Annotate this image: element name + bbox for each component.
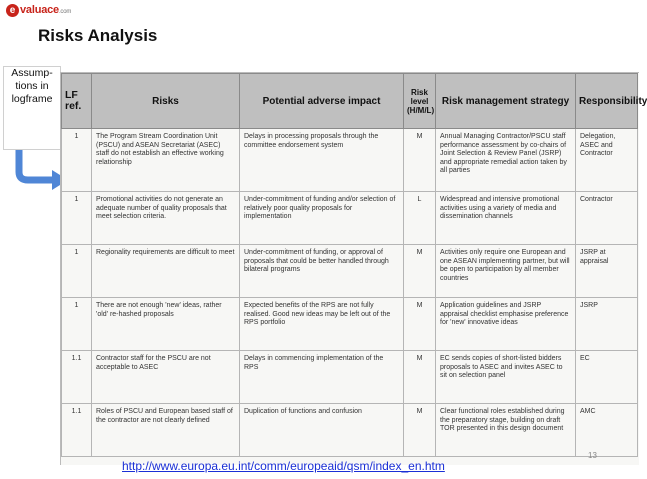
callout-line-1: Assump- — [11, 67, 53, 79]
cell-lf-ref: 1.1 — [62, 351, 92, 404]
cell-level: L — [404, 192, 436, 245]
cell-level: M — [404, 298, 436, 351]
cell-strategy: EC sends copies of short-listed bidders proposals to ASEC and invites ASEC to sit on selection panel — [436, 351, 576, 404]
callout-line-2: tions in — [15, 80, 49, 92]
risks-table — [61, 73, 647, 457]
cell-risk: Regionality requirements are difficult to meet — [92, 245, 240, 298]
cell-risk: The Program Stream Coordination Unit (PSCU) and ASEAN Secretariat (ASEC) staff do not establish an effective working relationship — [92, 129, 240, 192]
cell-level: M — [404, 245, 436, 298]
cell-risk: Promotional activities do not generate an adequate number of quality proposals that meet selection criteria. — [92, 192, 240, 245]
cell-responsibility: JSRP — [576, 298, 638, 351]
cell-strategy: Activities only require one European and one ASEAN implementing partner, but will be open to participation by all member countries — [436, 245, 576, 298]
cell-responsibility: JSRP at appraisal — [576, 245, 638, 298]
cell-impact: Under-commitment of funding and/or selection of relatively poor quality proposals for implementation — [240, 192, 404, 245]
logo-suffix: .com — [58, 9, 72, 15]
cell-impact: Delays in commencing implementation of the RPS — [240, 351, 404, 404]
cell-strategy: Application guidelines and JSRP appraisal checklist emphasise preference for 'new' innovative ideas — [436, 298, 576, 351]
cell-lf-ref: 1 — [62, 245, 92, 298]
table-row — [62, 351, 638, 404]
col-header-lf-ref: LF ref. — [62, 74, 92, 129]
cell-responsibility: AMC — [576, 404, 638, 457]
cell-responsibility: Contractor — [576, 192, 638, 245]
page-title: Risks Analysis — [38, 26, 158, 45]
cell-lf-ref: 1 — [62, 129, 92, 192]
cell-lf-ref: 1 — [62, 298, 92, 351]
logo-name: valuace — [20, 4, 59, 16]
table-row — [62, 404, 638, 457]
col-header-risks: Risks — [92, 74, 240, 129]
table-row — [62, 298, 638, 351]
table-row — [62, 192, 638, 245]
assumptions-callout — [3, 66, 61, 150]
col-header-risk-level: Risk level (H/M/L) — [404, 74, 436, 129]
cell-risk: Roles of PSCU and European based staff of the contractor are not clearly defined — [92, 404, 240, 457]
cell-risk: Contractor staff for the PSCU are not acceptable to ASEC — [92, 351, 240, 404]
callout-line-3: logframe — [11, 93, 53, 105]
page-number: 13 — [588, 451, 597, 460]
cell-risk: There are not enough 'new' ideas, rather 'old' re-hashed proposals — [92, 298, 240, 351]
cell-impact: Delays in processing proposals through the committee endorsement system — [240, 129, 404, 192]
col-header-impact: Potential adverse impact — [240, 74, 404, 129]
cell-level: M — [404, 404, 436, 457]
cell-level: M — [404, 129, 436, 192]
table-row — [62, 129, 638, 192]
table-header-row — [62, 74, 638, 129]
col-header-responsibility: Responsibility — [576, 74, 638, 129]
logo-text — [20, 4, 71, 16]
risks-table-image — [60, 72, 647, 465]
cell-responsibility: EC — [576, 351, 638, 404]
valuace-logo — [6, 2, 71, 18]
cell-impact: Expected benefits of the RPS are not fully realised. Good new ideas may be left out of the RPS portfolio — [240, 298, 404, 351]
cell-impact: Duplication of functions and confusion — [240, 404, 404, 457]
cell-strategy: Annual Managing Contractor/PSCU staff performance assessment by co-chairs of Joint Selection & Review Panel (JSRP) and appropriate remedial action taken by all parties — [436, 129, 576, 192]
valuace-logo-icon: e — [6, 4, 19, 17]
cell-strategy: Clear functional roles established during the preparatory stage, building on draft TOR presented in this design document — [436, 404, 576, 457]
cell-strategy: Widespread and intensive promotional activities using a variety of media and dissemination channels — [436, 192, 576, 245]
cell-level: M — [404, 351, 436, 404]
cell-lf-ref: 1 — [62, 192, 92, 245]
cell-responsibility: Delegation, ASEC and Contractor — [576, 129, 638, 192]
table-row — [62, 245, 638, 298]
cell-impact: Under-commitment of funding, or approval of proposals that could be better handled through bilateral programs — [240, 245, 404, 298]
source-link[interactable]: http://www.europa.eu.int/comm/europeaid/qsm/index_en.htm — [122, 459, 445, 473]
cell-lf-ref: 1.1 — [62, 404, 92, 457]
col-header-strategy: Risk management strategy — [436, 74, 576, 129]
